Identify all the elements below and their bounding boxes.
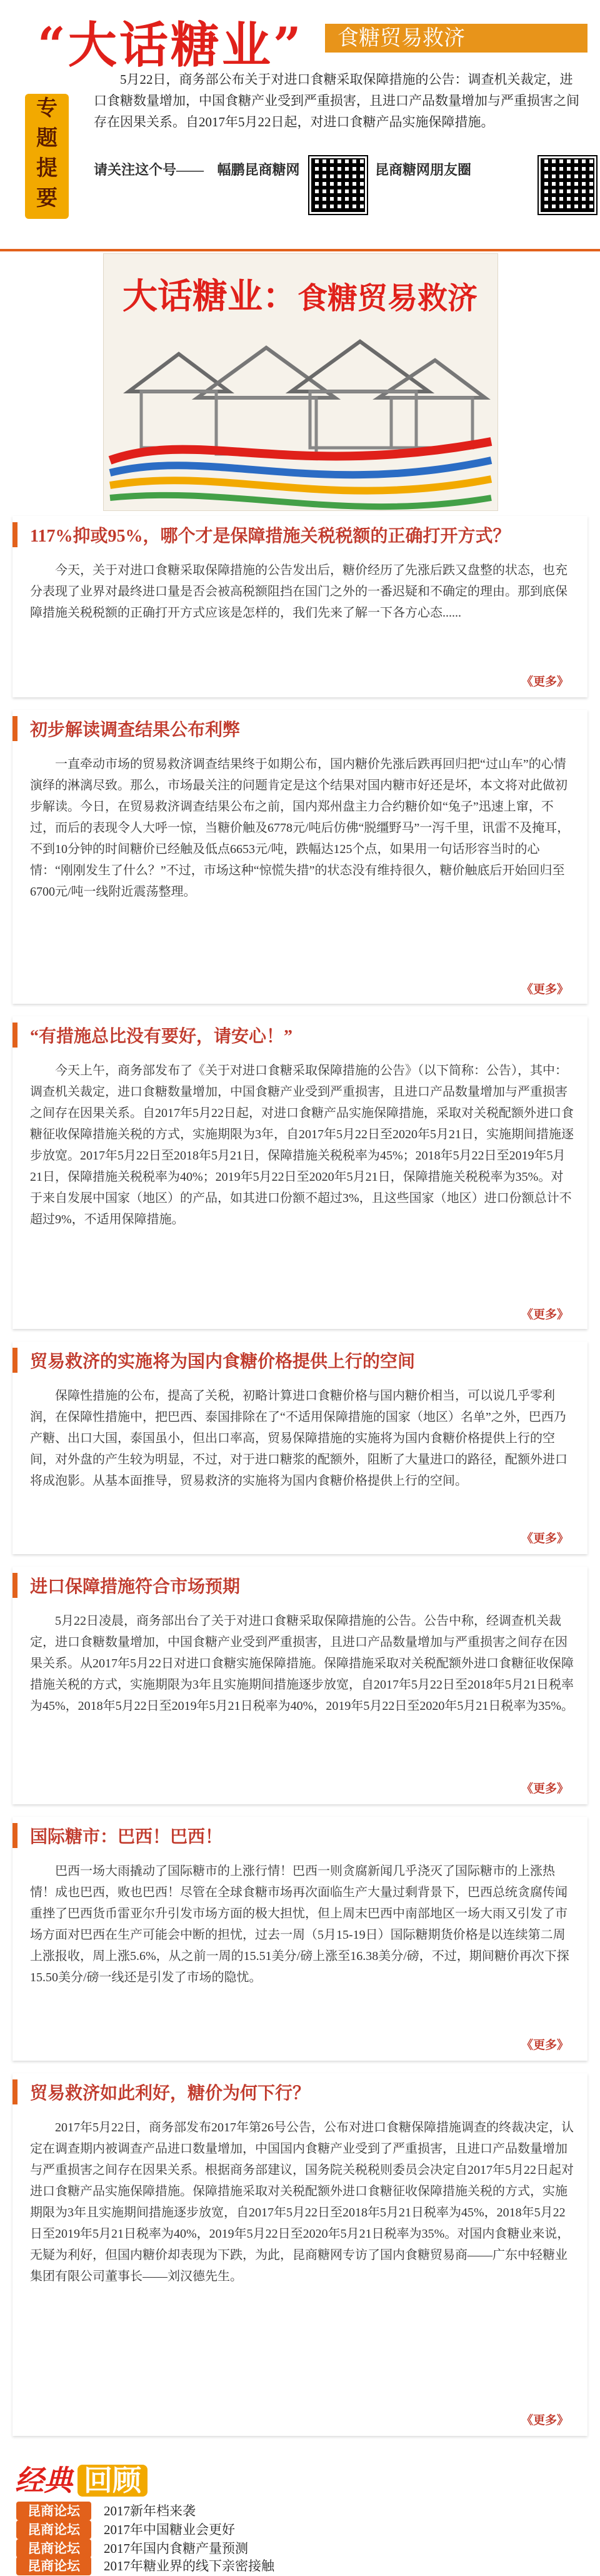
banner-title-em: 食糖贸易救济 (298, 282, 478, 315)
review-link[interactable]: 2017年国内食糖产量预测 (104, 2541, 248, 2556)
article-title[interactable]: 117%抑或95%，哪个才是保障措施关税税额的正确打开方式？ (30, 527, 511, 546)
side-tag-char: 题 (36, 127, 58, 150)
houses-illustration (104, 254, 498, 510)
card-header (12, 516, 588, 553)
more-link[interactable]: 《更多》 (521, 983, 569, 996)
article-title[interactable]: 进口保障措施符合市场预期 (30, 1577, 241, 1597)
header (0, 0, 600, 250)
article-body: 5月22日凌晨，商务部出台了关于对进口食糖采取保障措施的公告。公告中称，经调查机关裁定，进口食糖数量增加，中国食糖产业受到严重损害，且进口产品数量增加与严重损害之间存在因果关系。从2017年5月22日对进口食糖实施保障措施。保障措施采取对关税配额外进口食糖征收保障措施关税的方式，实施期限为3年且实施期间措施逐步放宽，自2017年5月22日至2018年5月21日税率为45%，2018年5月22日至2019年5月21日税率为40%，2019年5月22日至2020年5月21日税率为35%。 (30, 1614, 574, 1713)
article-body: 一直牵动市场的贸易救济调查结果终于如期公布，国内糖价先涨后跌再回归把“过山车”的心情演绎的淋漓尽致。那么，市场最关注的问题肯定是这个结果对国内糖市好还是坏，本文将对此做初步解读。今日，在贸易救济调查结果公布之前，国内郑州盘主力合约糖价如“兔子”迅速上窜，不过，而后的表现令人大呼一惊，当糖价触及6778元/吨后仿佛“脱缰野马”一泻千里，讯雷不及掩耳，不到10分钟的时间糖价已经触及低点6653元/吨，跌幅达125个点，如果用一句话形容当时的心情：“刚刚发生了什么？”不过，市场这种“惊慌失措”的状态没有维持很久，糖价触底后开始回归至6700元/吨一线附近震荡整理。 (30, 757, 570, 899)
side-tag-char: 要 (36, 187, 58, 210)
article-card (12, 2073, 588, 2436)
more-link[interactable]: 《更多》 (521, 1532, 569, 1545)
side-tag-char: 提 (36, 157, 58, 180)
side-tag-char: 专 (36, 97, 58, 120)
review-item[interactable] (16, 2502, 196, 2520)
card-accent-bar (12, 1348, 18, 1373)
follow-label: 请关注这个号—— (94, 162, 204, 178)
more-link[interactable]: 《更多》 (521, 1782, 569, 1796)
review-title-em: 回顾 (78, 2465, 148, 2497)
article-title[interactable]: 国际糖市：巴西！巴西！ (30, 1827, 223, 1847)
article-title[interactable]: “有措施总比没有要好，请安心！” (30, 1027, 293, 1046)
review-item[interactable] (16, 2520, 235, 2539)
review-tag: 昆商论坛 (16, 2502, 91, 2520)
review-tag: 昆商论坛 (16, 2539, 91, 2558)
article-card (12, 516, 588, 697)
review-item[interactable] (16, 2557, 274, 2575)
article-body: 今天上午，商务部发布了《关于对进口食糖采取保障措施的公告》（以下简称：公告），其中：调查机关裁定，进口食糖数量增加，中国食糖产业受到严重损害，且进口产品数量增加与严重损害之间存在因果关系。自2017年5月22日起，对进口食糖产品实施保障措施，采取对关税配额外进口食糖征收保障措施关税的方式，实施期限为3年，自2017年5月22日至2020年5月21日，实施期间措施逐步放宽。2017年5月22日至2018年5月21日，保障措施关税税率为45%；2018年5月22日至2019年5月21日，保障措施关税税率为40%；2019年5月22日至2020年5月21日，保障措施关税税率为35%。对于来自发展中国家（地区）的产品，如其进口份额不超过3%，且这些国家（地区）进口份额总计不超过9%，不适用保障措施。 (30, 1064, 574, 1226)
card-header (12, 1817, 588, 1854)
card-header (12, 710, 588, 747)
more-link[interactable]: 《更多》 (521, 1308, 569, 1321)
subtitle-bar: 食糖贸易救济 (325, 24, 588, 53)
more-link[interactable]: 《更多》 (521, 675, 569, 689)
card-header (12, 2073, 588, 2111)
article-body: 2017年5月22日，商务部发布2017年第26号公告，公布对进口食糖保障措施调查的终裁决定，认定在调查期内被调查产品进口数量增加，中国国内食糖产业受到了严重损害，且进口产品数量增加与严重损害之间存在因果关系。根据商务部建议，国务院关税税则委员会决定自2017年5月22日起对进口食糖产品实施保障措施。保障措施采取对关税配额外进口食糖征收保障措施关税的方式，实施期限为3年且实施期间措施逐步放宽，自2017年5月22日至2018年5月21日税率为45%，2018年5月22日至2019年5月21日税率为40%，2019年5月22日至2020年5月21日税率为35%。对国内食糖业来说，无疑为利好，但国内糖价却表现为下跌，为此，昆商糖网专访了国内食糖贸易商——广东中轻糖业集团有限公司董事长——刘汉德先生。 (30, 2121, 574, 2283)
account-b-name: 昆商糖网朋友圈 (375, 162, 472, 178)
article-body: 巴西一场大雨撬动了国际糖市的上涨行情！巴西一则贪腐新闻几乎浇灭了国际糖市的上涨热情！成也巴西，败也巴西！尽管在全球食糖市场再次面临生产大量过剩背景下，巴西总统贪腐传闻重挫了巴西货币雷亚尔升引发市场方面的极大担忧，但上周末巴西中南部地区一场大雨又引发了市场方面对巴西在生产可能会中断的担忧，过去一周（5月15-19日）国际糖期货价格是以连续第二周上涨报收，周上涨5.6%，从之前一周的15.51美分/磅上涨至16.38美分/磅，不过，期间糖价再次下探15.50美分/磅一线还是引发了市场的隐忧。 (30, 1864, 569, 1984)
card-accent-bar (12, 716, 18, 741)
card-accent-bar (12, 1023, 18, 1048)
article-body: 今天，关于对进口食糖采取保障措施的公告发出后，糖价经历了先涨后跌又盘整的状态，也充分表现了业界对最终进口量是否会被高税额阻挡在国门之外的一番迟疑和不确定的理由。那到底保障措施关税税额的正确打开方式应该是怎样的，我们先来了解一下各方心态...... (30, 563, 568, 620)
review-tag: 昆商论坛 (16, 2557, 91, 2575)
card-accent-bar (12, 1573, 18, 1598)
banner-title-prefix: 大话糖业： (122, 278, 298, 316)
article-card (12, 710, 588, 1004)
article-title[interactable]: 初步解读调查结果公布利弊 (30, 720, 241, 740)
topic-summary-tag (25, 94, 69, 219)
review-item[interactable] (16, 2539, 248, 2558)
article-body: 保障性措施的公布，提高了关税，初略计算进口食糖价格与国内糖价相当，可以说几乎零利润，在保障性措施中，把巴西、泰国排除在了“不适用保障措施的国家（地区）名单”之外，巴西乃产糖、出口大国，泰国虽小，但出口率高，贸易保障措施的实施将为国内食糖价格提供上行的空间，对外盘的产生较为明显，不过，对于进口糖浆的配额外，阻断了大量进口的路径，配额外进口将成泡影。从基本面推导，贸易救济的实施将为国内食糖价格提供上行的空间。 (30, 1389, 568, 1488)
review-link[interactable]: 2017新年档来袭 (104, 2503, 196, 2518)
banner-image (103, 253, 498, 511)
qr-code-icon[interactable] (539, 156, 596, 214)
review-link[interactable]: 2017年糖业界的线下亲密接触 (104, 2558, 274, 2573)
page-title: “大话糖业” (38, 17, 304, 74)
article-card (12, 1341, 588, 1554)
card-header (12, 1567, 588, 1604)
more-link[interactable]: 《更多》 (521, 2039, 569, 2052)
review-link[interactable]: 2017年中国糖业会更好 (104, 2522, 235, 2537)
card-accent-bar (12, 522, 18, 547)
card-accent-bar (12, 1823, 18, 1848)
follow-text (94, 159, 310, 179)
article-card (12, 1817, 588, 2061)
article-title[interactable]: 贸易救济如此利好，糖价为何下行？ (30, 2084, 311, 2103)
card-header (12, 1016, 588, 1054)
qr-code-icon[interactable] (309, 156, 367, 214)
review-tag: 昆商论坛 (16, 2520, 91, 2539)
review-title-prefix: 经典 (15, 2465, 72, 2497)
article-card (12, 1016, 588, 1329)
divider (0, 249, 600, 251)
review-title (15, 2458, 148, 2499)
article-card (12, 1567, 588, 1804)
account-a-name: 幅鹏昆商糖网 (217, 162, 300, 178)
card-accent-bar (12, 2079, 18, 2104)
intro-paragraph: 5月22日，商务部公布关于对进口食糖采取保障措施的公告：调查机关裁定，进口食糖数量增加，中国食糖产业受到严重损害，且进口产品数量增加与严重损害之间存在因果关系。自2017年5月22日起，对进口食糖产品实施保障措施。 (94, 72, 579, 129)
more-link[interactable]: 《更多》 (521, 2414, 569, 2427)
article-title[interactable]: 贸易救济的实施将为国内食糖价格提供上行的空间 (30, 1352, 416, 1371)
card-header (12, 1341, 588, 1379)
